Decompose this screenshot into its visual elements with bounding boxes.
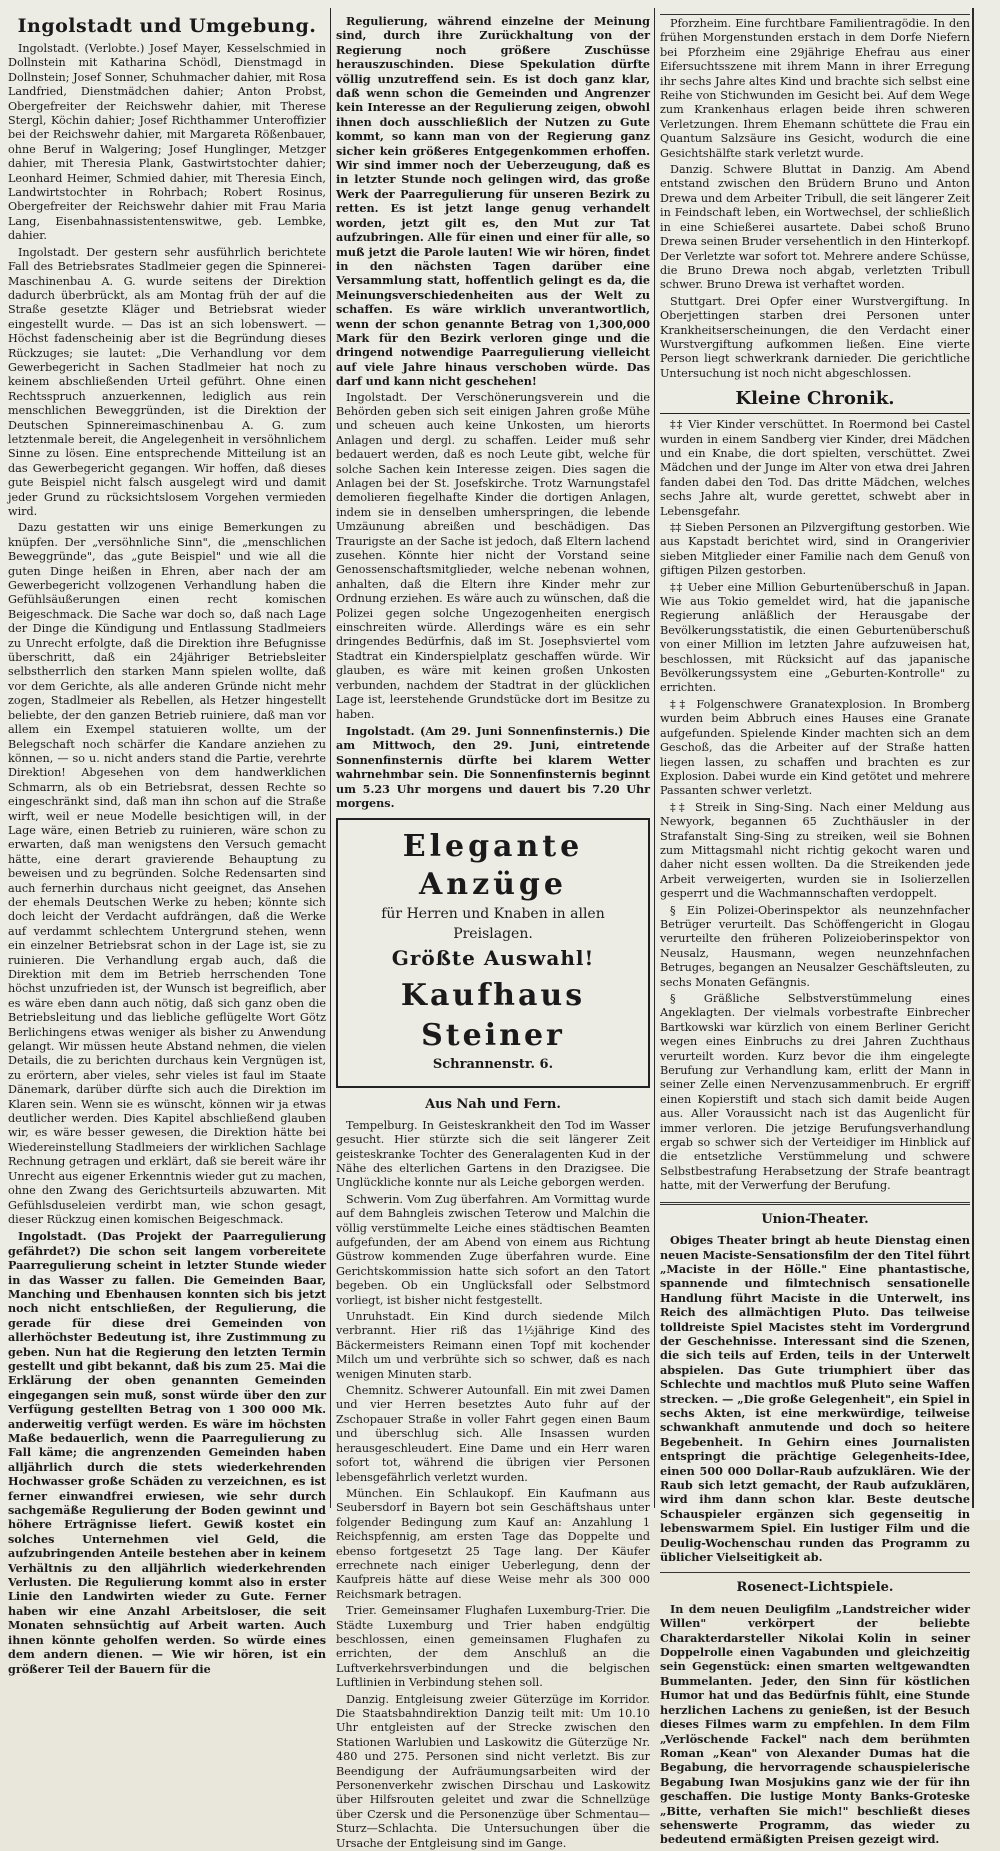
column-2: [336, 14, 650, 1850]
article-verlobte: Ingolstadt. (Verlobte.) Josef Mayer, Kesselschmied in Dollnstein mit Katharina Schödl, Dienstmagd in Dollnstein; Josef Sonner, Schuhmacher dahier, mit Rosa Landfried, Dienstmädchen dahier; Anton Probst, Obergefreiter der Reichswehr dahier, mit Therese Stergl, Köchin dahier; Josef Richthammer Unteroffizier bei der Reichswehr dahier, mit Margareta Rößenbauer, ohne Beruf in Walgering; Josef Hunglinger, Metzger dahier, mit Theresia Plank, Gastwirtstochter dahier; Leonhard Heimer, Schmied dahier, mit Theresia Einch, Landwirtstochter in Rohrbach; Robert Rosinus, Obergefreiter der Reichswehr dahier mit Frau Maria Lang, Eisenbahnassistentenswitwe, geb. Lembke, dahier.: [8, 42, 326, 243]
article-tempelburg: Tempelburg. In Geisteskrankheit den Tod im Wasser gesucht. Hier stürzte sich die seit längerer Zeit geisteskranke Tochter des Generalagenten Kud in der Nähe des elterlichen Gartens in den Drazigsee. Die Unglückliche konnte nur als Leiche geborgen werden.: [336, 1118, 650, 1190]
article-muenchen: München. Ein Schlaukopf. Ein Kaufmann aus Seubersdorf in Bayern bot sein Geschäftshaus unter folgender Bedingung zum Kauf an: Anzahlung 1 Reichspfennig, am ersten Tage das Doppelte und ebenso fortgesetzt 25 Tage lang. Der Käufer errechnete nach einiger Ueberlegung, denn der Kaufpreis hätte auf diese Weise mehr als 300 000 Reichsmark betragen.: [336, 1486, 650, 1601]
article-trier: Trier. Gemeinsamer Flughafen Luxemburg-Trier. Die Städte Luxemburg und Trier haben endgültig beschlossen, einen gemeinsamen Flughafen zu errichten, der dem Anschluß an die Luftverkehrsverbindungen und die belgischen Luftlinien in Verbindung stehen soll.: [336, 1604, 650, 1690]
article-union-theater: Obiges Theater bringt ab heute Dienstag einen neuen Maciste-Sensationsfilm der den Titel führt „Maciste in der Hölle." Eine phantastische, spannende und filmtechnisch sensationelle Handlung führt Maciste in die Unterwelt, ins Reich des allmächtigen Pluto. Das teilweise tolldreiste Spiel Macistes steht im Vordergrund der Geschehnisse. Interessant sind die Szenen, die sich teils auf Erden, teils in der Unterwelt abspielen. Das Gute triumphiert über das Schlechte und machtlos muß Pluto seine Waffen strecken. — „Die große Gelegenheit", ein Spiel in sechs Akten, ist eine merkwürdige, teilweise schwankhaft anmutende und doch so heitere Begebenheit. In Gehirn eines Journalisten entspringt die prächtige Gelegenheits-Idee, einen 500 000 Dollar-Raub aufzuklären. Wie der Raub sich letzt gemacht, der Raub aufzuklären, wird ihm dann schon klar. Beste deutsche Schauspieler ergänzen sich gegenseitig in lebenswarmem Spiel. Ein lustiger Film und die Deulig-Wochenschau runden das Programm zu üblicher Vielseitigkeit ab.: [660, 1233, 970, 1565]
chronik-item: ‡‡ Folgenschwere Granatexplosion. In Bromberg wurden beim Abbruch eines Hauses eine Granate aufgefunden. Spielende Kinder machten sich an dem Geschoß, das die Arbeiter auf der Straße hatten liegen lassen, zu schaffen und brachten es zur Explosion. Dabei wurde ein Kind getötet und mehrere Passanten schwer verletzt.: [660, 697, 970, 798]
ad-headline: Elegante Anzüge: [402, 829, 584, 903]
column-divider: [330, 8, 331, 1508]
section-title-rosenect: Rosenect-Lichtspiele.: [736, 1580, 894, 1596]
ad-subline: für Herren und Knaben in allen Preislagen.: [381, 906, 605, 943]
article-paarregulierung: Ingolstadt. (Das Projekt der Paarregulierung gefährdet?) Die schon seit langem vorbereitete Paarregulierung scheint in letzter Stunde wieder in das Wasser zu fallen. Die Gemeinden Baar, Manching und Ebenhausen konnten sich bis jetzt noch nicht entschließen, der Regulierung, die gerade für diese drei Gemeinden von allerhöchster Bedeutung ist, ihre Zustimmung zu geben. Nun hat die Regierung den letzten Termin gestellt und gibt bekannt, daß bis zum 25. Mai die Erklärung der oben genannten Gemeinden eingegangen sein muß, sonst würde über den zur Verfügung gestellten Betrag von 1 300 000 Mk. anderweitig verfügt werden. Es wäre im höchsten Maße bedauerlich, wenn die Paarregulierung zu Fall käme; die angrenzenden Gemeinden haben alljährlich durch die stets wiederkehrenden Hochwasser große Schäden zu verzeichnen, es ist ferner einwandfrei erwiesen, wie sehr durch sachgemäße Regulierung der Boden gewinnt und höhere Erträgnisse liefert. Gewiß kostet ein solches Unternehmen viel Geld, die aufzubringenden Anteile bestehen aber in keinem Verhältnis zu den alljährlich wiederkehrenden Verlusten. Die Regulierung kommt also in erster Linie den Landwirten wieder zu Gute. Ferner haben wir eine Anzahl Arbeitsloser, die seit Monaten sehnsüchtig auf Arbeit warten. Auch ihnen könnte geholfen werden. So würde eines dem andern dienen. — Wie wir hören, ist ein größerer Teil der Bauern für die: [8, 1229, 326, 1676]
chronik-item: ‡‡ Ueber eine Million Geburtenüberschuß in Japan. Wie aus Tokio gemeldet wird, hat die japanische Regierung anläßlich der Herausgabe der Bevölkerungsstatistik, die einen Geburtenüberschuß von einer Million im letzten Jahre aufzuweisen hat, beschlossen, mit Rücksicht auf das japanische Bevölkerungssystem eine „Geburten-Kontrolle" zu errichten.: [660, 580, 970, 695]
section-title-union-theater: Union-Theater.: [761, 1211, 869, 1227]
column-3: [660, 14, 970, 1847]
column-1: [8, 14, 326, 1676]
article-stuttgart: Stuttgart. Drei Opfer einer Wurstvergiftung. In Oberjettingen starben drei Personen unter Krankheitserscheinungen, die den Verdacht einer Wurstvergiftung aufkommen ließen. Eine vierte Person liegt schwerkrank darnieder. Die gerichtliche Untersuchung ist noch nicht abgeschlossen.: [660, 294, 970, 380]
article-comment: Dazu gestatten wir uns einige Bemerkungen zu knüpfen. Der „versöhnliche Sinn", die „menschlichen Beweggründe", das „gute Beispiel" und wie all die guten Dinge heißen in Ehren, aber nach der am Gewerbegericht vollzogenen Verhandlung haben die Gefühlsäußerungen einen recht komischen Beigeschmack. Die Sache war doch so, daß nach Lage der Dinge die Kündigung und Entlassung Stadlmeiers zu Unrecht erfolgte, daß die Direktion ihre Befugnisse überschritt, daß ein 24jähriger Betriebsleiter selbstherrlich den starken Mann spielen wollte, daß vor dem Gerichte, als alle anderen Gründe nicht mehr zogen, Stadlmeier als Rebellen, als Hetzer hingestellt beliebte, der den ganzen Betrieb ruiniere, daß man vor allem ein Exempel statuieren wollte, um der Belegschaft noch schärfer die Kandare anziehen zu können, — so u. nicht anders stand die Partie, verehrte Direktion! Abgesehen von dem handwerklichen Schmarrn, als ob ein Betriebsrat, dessen Rechte so eingeschränkt sind, daß man ihn schon auf die Straße wirft, weil er neue Modelle besichtigen will, in der Lage wäre, einen Betrieb zu ruinieren, wäre schon zu erwarten, daß man wenigstens den Versuch gemacht hätte, eine derart gravierende Behauptung zu beweisen und zu begründen. Solche Redensarten sind auch fernerhin durchaus nicht geeignet, das Ansehen der ehemals Deutschen Werke zu heben; könnte sich doch leicht der Verdacht aufdrängen, daß die Werke auf verdammt schlechtem Untergrund stehen, wenn ein einzelner Betriebsrat schon in der Lage ist, sie zu ruinieren. Die Verhandlung ergab auch, daß die Direktion mit dem im Betrieb herrschenden Tone höchst unzufrieden ist, der Wunsch ist begreiflich, aber es wäre eben dann auch nötig, daß sich ganz oben die Betriebsleitung und das liebliche geflügelte Wort Götz Berlichingens etwas weniger als bisher zu Anwendung gelangt. Wir müssen heute Abstand nehmen, die vielen Details, die zu berichten durchaus kein Vergnügen ist, zu erörtern, aber vieles, sehr vieles ist faul im Staate Dänemark, darüber dürfte sich auch die Direktion im Klaren sein. Wenn sie es wünscht, können wir ja etwas deutlicher werden. Dies Kapitel abschließend glauben wir, es wäre besser gewesen, die Direktion hätte bei Wiedereinstellung Stadlmeiers der wirklichen Sachlage Rechnung getragen und erklärt, daß sie bereit wäre ihr Unrecht aus eigener Erkenntnis wieder gut zu machen, ohne den Zwang des Gerichtsurteils abzuwarten. Mit Gefühlsduseleien verdirbt man, wie schon gesagt, dieser Rückzug einen komischen Beigeschmack.: [8, 521, 326, 1226]
article-sonnenfinsternis: Ingolstadt. (Am 29. Juni Sonnenfinsternis.) Die am Mittwoch, den 29. Juni, eintretende Sonnenfinsternis dürfte bei klarem Wetter wahrnehmbar sein. Die Sonnenfinsternis beginnt um 5.23 Uhr morgens und dauert bis 7.20 Uhr morgens.: [336, 723, 650, 810]
article-rosenect: In dem neuen Deuligfilm „Landstreicher wider Willen" verkörpert der beliebte Charakterdarsteller Nikolai Kolin in seiner Doppelrolle einen Vagabunden und gleichzeitig sein Gegenstück: einen smarten weltgewandten Bummelanten. Jeder, den Sinn für köstlichen Humor hat und das Bedürfnis fühlt, eine Stunde herzlichen Lachens zu genießen, ist der Besuch dieses Filmes warm zu empfehlen. In dem Film „Verlöschende Fackel" nach dem berühmten Roman „Kean" von Alexander Dumas hat die Begabung, die hervorragende schauspielerische Begabung Iwan Mosjukins ganz wie der für ihn geschaffen. Die lustige Monty Banks-Groteske „Bitte, verhaften Sie mich!" beschließt dieses sehenswerte Programm, das wieder zu bedeutend ermäßigten Preisen gezeigt wird.: [660, 1601, 970, 1847]
column-divider: [654, 8, 655, 1508]
article-danzig-zug: Danzig. Entgleisung zweier Güterzüge im Korridor. Die Staatsbahndirektion Danzig teilt mit: Um 10.10 Uhr entgleisten auf der Strecke zwischen den Stationen Warlubien und Laskowitz die Güterzüge Nr. 480 und 275. Personen sind nicht verletzt. Bis zur Beendigung der Aufräumungsarbeiten wird der Personenverkehr zwischen Dirschau und Laskowitz über Hilfsrouten geleitet und zwar die Schnellzüge über Czersk und die Personenzüge über Schmentau—Sturz—Schlachta. Die Untersuchungen über die Ursache der Entgleisung sind im Gange.: [336, 1692, 650, 1850]
article-unruhstadt: Unruhstadt. Ein Kind durch siedende Milch verbrannt. Hier riß das 1½jährige Kind des Bäckermeisters Reimann einen Topf mit kochender Milch um und verbrühte sich so schwer, daß es nach wenigen Minuten starb.: [336, 1310, 650, 1381]
section-title-ingolstadt: Ingolstadt und Umgebung.: [17, 15, 317, 37]
article-chemnitz: Chemnitz. Schwerer Autounfall. Ein mit zwei Damen und vier Herren besetztes Auto fuhr auf der Zschopauer Straße in voller Fahrt gegen einen Baum und überschlug sich. Alle Insassen wurden herausgeschleudert. Eine Dame und ein Herr waren sofort tot, während die übrigen vier Personen lebensgefährlich verletzt wurden.: [336, 1384, 650, 1484]
news-box: [660, 14, 970, 381]
ad-store-name: Kaufhaus Steiner: [400, 978, 586, 1054]
advertisement-kaufhaus-steiner: [336, 818, 650, 1088]
chronik-item: § Ein Polizei-Oberinspektor als neunzehnfacher Betrüger verurteilt. Das Schöffengericht in Glogau verurteilte den früheren Polizeioberinspektor von Neusalz, Hausmann, wegen neunzehnfachen Betruges, begangen an Neusalzer Geschäftsleuten, zu sechs Monaten Gefängnis.: [660, 903, 970, 989]
chronik-item: ‡‡ Vier Kinder verschüttet. In Roermond bei Castel wurden in einem Sandberg vier Kinder, drei Mädchen und ein Knabe, die dort spielten, verschüttet. Zwei Mädchen und der Junge im Alter von etwa drei Jahren fanden dabei den Tod. Das dritte Mädchen, welches sechs Jahre alt, wurde gerettet, schwebt aber in Lebensgefahr.: [660, 418, 970, 518]
chronik-item: ‡‡ Streik in Sing-Sing. Nach einer Meldung aus Newyork, begannen 65 Zuchthäusler in der Strafanstalt Sing-Sing zu streiken, weil sie Bohnen zum Mittagsmahl nicht richtig gekocht waren und daher nicht essen wollten. Da die Streikenden jede Arbeit verweigerten, wurden sie in Isolierzellen gesperrt und die Wachmannschaften verdoppelt.: [660, 800, 970, 901]
article-schwerin: Schwerin. Vom Zug überfahren. Am Vormittag wurde auf dem Bahngleis zwischen Teterow und Malchin die völlig verstümmelte Leiche eines städtischen Beamten aufgefunden, der am Abend von einem aus Richtung Güstrow kommenden Zuge überfahren wurde. Eine Gerichtskommission hatte sich sofort an den Tatort begeben. Ob ein Unglücksfall oder Selbstmord vorliegt, ist bisher nicht festgestellt.: [336, 1192, 650, 1307]
ad-address: Schrannenstr. 6.: [432, 1057, 554, 1073]
page-edge: [972, 8, 974, 1508]
section-title-kleine-chronik: Kleine Chronik.: [660, 387, 970, 414]
chronik-item: § Gräßliche Selbstverstümmelung eines Angeklagten. Der vielmals vorbestrafte Einbrecher Bartkowski war kürzlich von einem Berliner Gericht wegen eines Einbruchs zu drei Jahren Zuchthaus verurteilt worden. Kurz bevor die ihm eingelegte Berufung zur Verhandlung kam, erlitt der Mann in seiner Zelle einen Nervenzusammenbruch. Er ergriff einen Kopierstift und stach sich damit beide Augen aus. Aller Voraussicht nach ist das Augenlicht für immer verloren. Die jetzige Berufungsverhandlung ergab so schwer sich der Verteidiger im Hinblick auf die entsetzliche Verstümmelung und schwere Selbstbestrafung Herabsetzung der Strafe beantragt hatte, mit der Verwerfung der Berufung.: [660, 992, 970, 1193]
article-pforzheim: Pforzheim. Eine furchtbare Familientragödie. In den frühen Morgenstunden erstach in dem Dorfe Niefern bei Pforzheim eine 29jährige Ehefrau aus einer Eifersuchtsszene mit ihrem Mann in ihrer Erregung ihr sechs Jahre altes Kind und brachte sich selbst eine Reihe von Stichwunden im Gesicht bei. Auf dem Wege zum Krankenhaus erlagen beide ihren schweren Verletzungen. Ihrem Ehemann schüttete die Frau ein Quantum Salzsäure ins Gesicht, wodurch die eine Gesichtshälfte stark verletzt wurde.: [660, 17, 970, 160]
ad-tagline: Größte Auswahl!: [391, 946, 595, 971]
section-divider: [660, 1202, 970, 1205]
chronik-item: ‡‡ Sieben Personen an Pilzvergiftung gestorben. Wie aus Kapstadt berichtet wird, sind in Orangerivier sieben Mitglieder einer Familie nach dem Genuß von giftigen Pilzen gestorben.: [660, 521, 970, 578]
article-paarregulierung-cont: Regulierung, während einzelne der Meinung sind, durch ihre Zurückhaltung von der Regierung noch größere Zuschüsse herauszuschinden. Diese Spekulation dürfte völlig unzutreffend sein. Es ist doch ganz klar, daß wenn schon die Gemeinden und Angrenzer kein Interesse an der Regulierung zeigen, obwohl ihnen doch ausschließlich der Nutzen zu Gute kommt, so kann man von der Regierung ganz sicher kein größeres Entgegenkommen erhoffen. Wir sind immer noch der Ueberzeugung, daß es in letzter Stunde noch gelingen wird, das große Werk der Paarregulierung für unseren Bezirk zu retten. Es ist jetzt lange genug verhandelt worden, jetzt gilt es, den Mut zur Tat aufzubringen. Alle für einen und einer für alle, so muß jetzt die Parole lauten! Wie wir hören, findet in den nächsten Tagen darüber eine Versammlung statt, hoffentlich gelingt es da, die Meinungsverschiedenheiten aus der Welt zu schaffen. Es wäre wirklich unverantwortlich, wenn der schon genannte Betrag von 1,300,000 Mark für den Bezirk verloren ginge und die dringend notwendige Paarregulierung vielleicht auf viele Jahre hinaus verschoben würde. Das darf und kann nicht geschehen!: [336, 14, 650, 389]
article-danzig-bluttat: Danzig. Schwere Bluttat in Danzig. Am Abend entstand zwischen den Brüdern Bruno und Anton Drewa und dem Arbeiter Tribull, die seit längerer Zeit in Feindschaft leben, ein Wortwechsel, der schließlich in eine Schießerei ausartete. Dabei schoß Bruno Drewa seinen Bruder versehentlich in den Hinterkopf. Der Verletzte war sofort tot. Mehrere andere Schüsse, die Bruno Drewa noch abgab, verletzten Tribull schwer. Bruno Drewa ist verhaftet worden.: [660, 163, 970, 292]
section-title-aus-nah-und-fern: Aus Nah und Fern.: [425, 1097, 561, 1113]
section-divider: [660, 1572, 970, 1573]
article-verschoenerungsverein: Ingolstadt. Der Verschönerungsverein und die Behörden geben sich seit einigen Jahren große Mühe und scheuen auch keine Unkosten, um hierorts Anlagen und dergl. zu schaffen. Leider muß sehr bedauert werden, daß es noch Leute gibt, welche für solche Sachen kein Interesse zeigen. Dies sagen die Anlagen bei der St. Josefskirche. Trotz Warnungstafel demolieren fiegelhafte Kinder die dortigen Anlagen, indem sie in denselben umherspringen, die lebende Umzäunung abreißen und beschädigen. Das Traurigste an der Sache ist jedoch, daß Eltern lachend zusehen. Könnte hier nicht der Vorstand seine Genossenschaftsmitglieder, welche nebenan wohnen, anhalten, daß die Eltern ihre Kinder mehr zur Ordnung erziehen. Es wäre auch zu wünschen, daß die Polizei gegen solche Ungezogenheiten energisch einschreiten würde. Allerdings wäre es ein sehr dringendes Bedürfnis, daß im St. Josephsviertel vom Stadtrat ein Kinderspielplatz geschaffen würde. Wir glauben, es wäre mit keinen großen Unkosten verbunden, nachdem der Stadtrat in der glücklichen Lage ist, leerstehende Grundstücke dort im Besitze zu haben.: [336, 390, 650, 721]
article-stadlmeier: Ingolstadt. Der gestern sehr ausführlich berichtete Fall des Betriebsrates Stadlmeier gegen die Spinnerei-Maschinenbau A. G. wurde seitens der Direktion dadurch überbrückt, als am Montag früh der auf die Straße gesetzte Kläger und Betriebsrat wieder eingestellt wurde. — Das ist an sich lobenswert. — Höchst fadenscheinig aber ist die Begründung dieses Rückzuges; sie lautet: „Die Verhandlung vor dem Gewerbegericht in Sachen Stadlmeier hat noch zu keinem abschließenden Urteil geführt. Ohne einen Rechtsspruch anzuerkennen, lediglich aus rein menschlichen Beweggründen, ist die Direktion der Deutschen Spinnereimaschinenbau A. G. zum letztenmale bereit, die Angelegenheit in versöhnlichem Sinne zu lösen. Eine entsprechende Mitteilung ist an das Gewerbegericht gegangen. Wir hoffen, daß dieses gute Beispiel nicht falsch ausgelegt wird und damit jeder Grund zu rücksichtslosem Vorgehen vermieden wird.: [8, 245, 326, 518]
